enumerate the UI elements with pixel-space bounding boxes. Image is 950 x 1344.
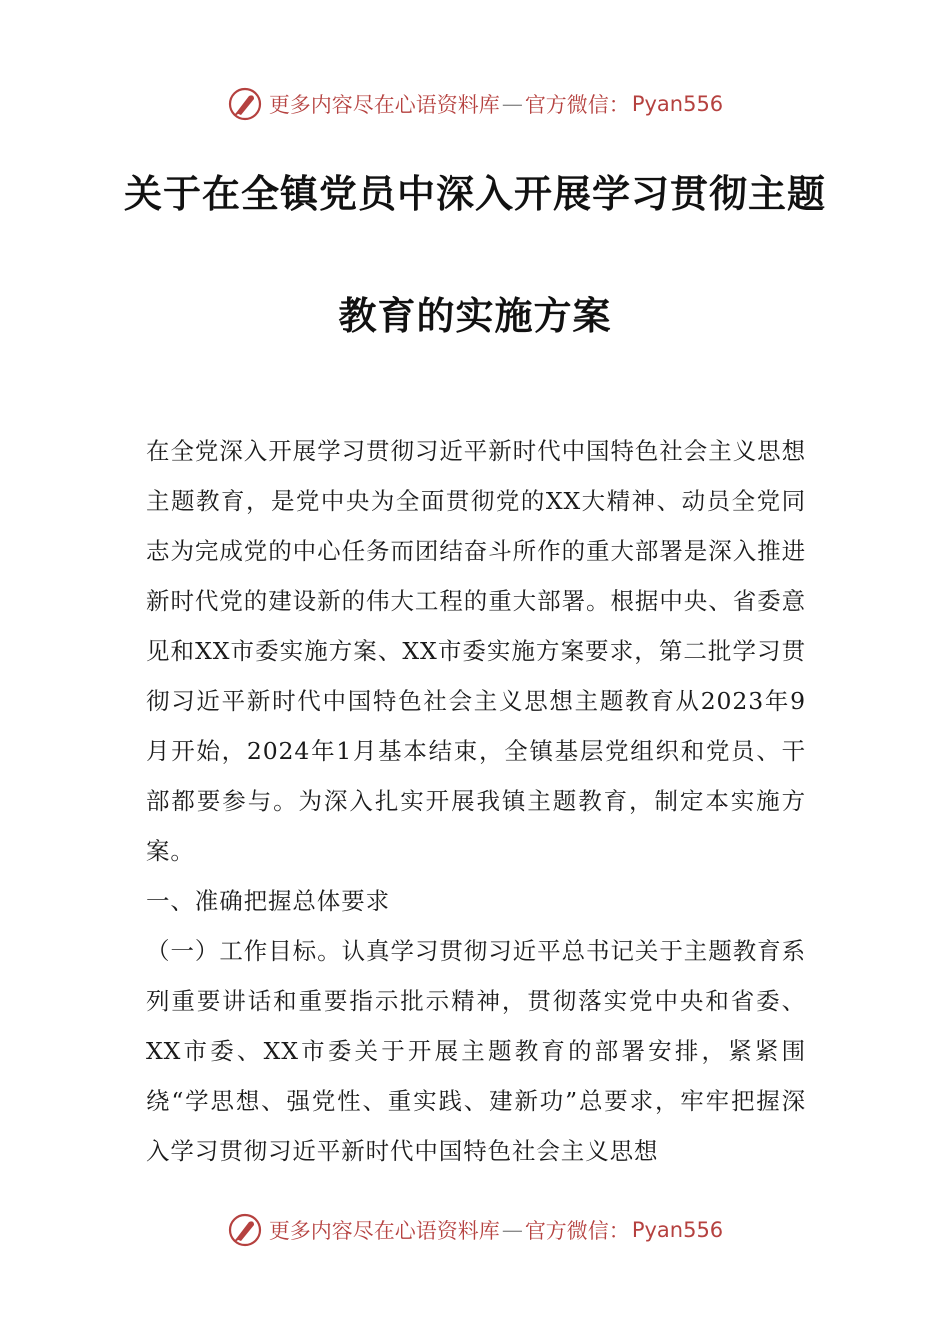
watermark-label: 官方微信： xyxy=(524,1219,630,1243)
watermark-wechat-id: Pyan556 xyxy=(631,92,724,116)
document-title-line-1: 关于在全镇党员中深入开展学习贯彻主题 xyxy=(123,172,826,216)
watermark-wechat-id: Pyan556 xyxy=(631,1218,724,1242)
watermark-label: 官方微信： xyxy=(524,93,630,117)
watermark-text: 更多内容尽在心语资料库 xyxy=(268,1219,500,1243)
document-title-line-2: 教育的实施方案 xyxy=(338,294,612,338)
watermark-text: 更多内容尽在心语资料库 xyxy=(268,93,500,117)
header-watermark xyxy=(0,84,950,124)
watermark-dash: — xyxy=(501,1218,523,1242)
footer-watermark xyxy=(0,1210,950,1250)
section-heading: 一、准确把握总体要求 xyxy=(146,887,390,915)
document-body xyxy=(146,426,806,1176)
watermark-dash: — xyxy=(501,92,523,116)
quill-pen-logo-icon xyxy=(227,1212,263,1248)
quill-pen-logo-icon xyxy=(227,86,263,122)
body-paragraph: （一）工作目标。认真学习贯彻习近平总书记关于主题教育系列重要讲话和重要指示批示精神，贯彻落实党中央和省委、XX市委、XX市委关于开展主题教育的部署安排，紧紧围绕“学思想、强党性、重实践、建新功”总要求，牢牢把握深入学习贯彻习近平新时代中国特色社会主义思想 xyxy=(146,937,806,1165)
body-paragraph: 在全党深入开展学习贯彻习近平新时代中国特色社会主义思想主题教育，是党中央为全面贯彻党的XX大精神、动员全党同志为完成党的中心任务而团结奋斗所作的重大部署是深入推进新时代党的建设新的伟大工程的重大部署。根据中央、省委意见和XX市委实施方案、XX市委实施方案要求，第二批学习贯彻习近平新时代中国特色社会主义思想主题教育从2023年9月开始，2024年1月基本结束，全镇基层党组织和党员、干部都要参与。为深入扎实开展我镇主题教育，制定本实施方案。 xyxy=(146,437,806,865)
